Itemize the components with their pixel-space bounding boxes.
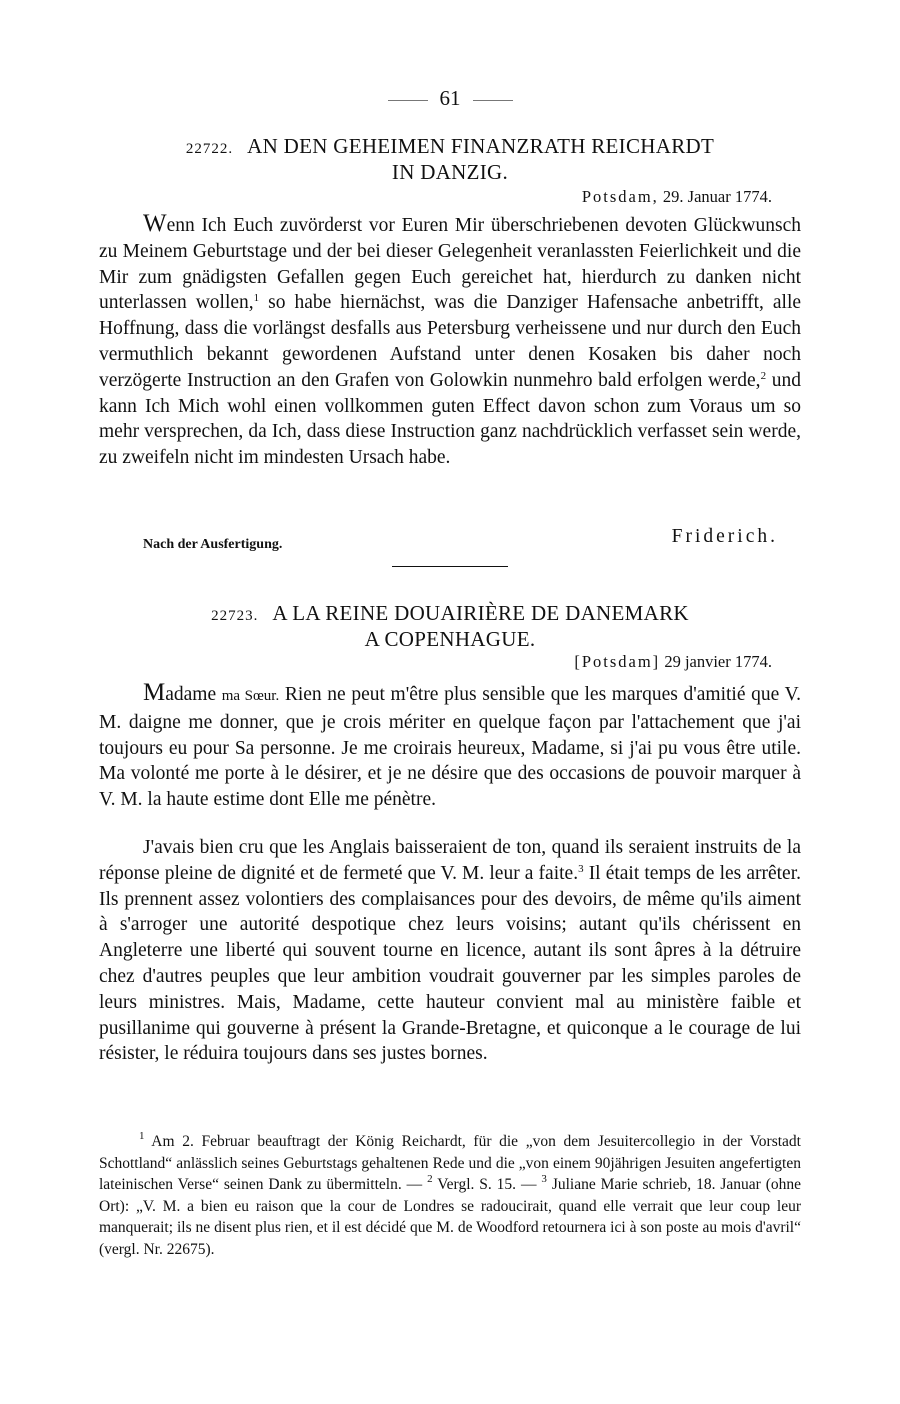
letter2-paragraph-2: [99, 835, 801, 1067]
letter1-date: 29. Januar 1774.: [662, 187, 772, 206]
letter1-number: 22722.: [185, 141, 234, 157]
letter1-body-a: enn Ich Euch zuvörderst vor Euren Mir überschriebenen devoten Glückwunsch zu Meinem Geburtstage und der bei dieser Gelegenheit veranlassten Feierlichkeit und die Mir zum gnädigsten Gefallen gegen Euch gereichet hat, hierdurch zu danken nicht unterlassen wollen,: [99, 215, 801, 314]
footnote-ref-3: 3: [578, 862, 584, 875]
letter2-title-line1: A LA REINE DOUAIRIÈRE DE DANEMARK: [272, 601, 689, 625]
footnote-2: Vergl. S. 15. —: [437, 1176, 537, 1194]
letter2-place: [Potsdam]: [574, 652, 661, 671]
footnote-marker-1: 1: [139, 1130, 145, 1142]
section-divider: [392, 566, 508, 567]
letter1-title-line2: IN DANZIG.: [391, 160, 509, 184]
page-number-rule-left: [388, 100, 428, 101]
letter1-dateline: [582, 187, 772, 207]
letter2-date: 29 janvier 1774.: [664, 652, 772, 671]
letter1-place: Potsdam,: [581, 187, 659, 206]
letter2-dateline: [574, 652, 772, 672]
page-number: [0, 86, 900, 111]
letter2-paragraph-2-b: Il était temps de les arrêter. Ils prennent assez volontiers des complaisances pour des devoirs, de même qu'ils aiment à s'arroger une autorité despotique chez leurs voisins; autant qu'ils chérissent en Angleterre une liberté qui souvent tourne en licence, autant ils sont âpres à la détruire chez d'autres peuples que leur ambition voudrait gouverner par les simples paroles de leurs ministres. Mais, Madame, cette hauteur convient mal au ministère faible et pusillanime qui gouverne à présent la Grande-Bretagne, et quiconque a le courage de lui résister, le réduira toujours dans ses justes bornes.: [99, 862, 801, 1065]
page-number-rule-right: [473, 100, 513, 101]
letter2-number: 22723.: [211, 608, 259, 624]
letter2-paragraph-1: [99, 680, 801, 813]
footnote-marker-2: 2: [427, 1173, 433, 1186]
letter1-initial: W: [143, 210, 167, 237]
letter2-paragraph-1-text: Rien ne peut m'être plus sensible que les marques d'amitié que V. M. daigne me donner, que je crois mériter en quelque façon par l'attachement que j'ai toujours eu pour Sa personne. Je me croirais heureux, Madame, si j'ai pu vous être utile. Ma volonté me porte à le désirer, et je ne désire que des occasions de pouvoir marquer à V. M. la haute estime dont Elle me pénètre.: [99, 684, 802, 811]
footnotes: [99, 1131, 801, 1261]
letter1-title-line1: AN DEN GEHEIMEN FINANZRATH REICHARDT: [247, 134, 715, 158]
footnote-marker-3: 3: [541, 1173, 547, 1186]
letter2-heading: [0, 601, 900, 626]
letter1-body-c: und kann Ich Mich wohl einen vollkommen guten Effect davon schon zum Voraus um so mehr versprechen, da Ich, dass diese Instruction ganz nachdrücklich verfasset sein werde, zu zweifeln nicht im mindesten Ursach habe.: [99, 369, 801, 469]
letter1-source: Nach der Ausfertigung.: [143, 537, 283, 552]
letter1-signature: Friderich.: [671, 526, 778, 547]
footnote-ref-1: 1: [253, 292, 260, 305]
letter2-salutation-rest: adame: [165, 684, 217, 705]
letter1-heading: [0, 134, 900, 159]
letter2-initial: M: [143, 679, 166, 706]
letter2-title-line2: A COPENHAGUE.: [364, 627, 536, 651]
page-number-text: 61: [439, 86, 461, 110]
letter1-body: [99, 211, 801, 471]
footnote-3: Juliane Marie schrieb, 18. Januar (ohne Ort): „V. M. a bien eu raison que la cour de Londres se radoucirait, quand elle verrait que leur coup leur manquerait; ils ne disent plus rien, et il est décidé que M. de Woodford retournera ici à son poste au mois d'avril“ (vergl. Nr. 22675).: [99, 1176, 802, 1258]
letter2-salutation-sc: ma Sœur.: [221, 688, 280, 704]
footnote-ref-2: 2: [760, 369, 767, 382]
letter1-body-b: so habe hiernächst, was die Danziger Hafensache anbetrifft, alle Hoffnung, dass die vorlängst desfalls aus Petersburg verheissene und nur durch den Euch vermuthlich bekannt gewordenen Aufstand unter denen Kosaken bis daher noch verzögerte Instruction an den Grafen von Golowkin nunmehro bald erfolgen werde,: [99, 292, 802, 391]
footnote-1: Am 2. Februar beauftragt der König Reichardt, für die „von dem Jesuitercollegio in der Vorstadt Schottland“ anlässlich seines Geburtstags gehaltenen Rede und die „von einem 90jährigen Jesuiten angefertigten lateinischen Verse“ seinen Dank zu übermitteln. —: [99, 1133, 801, 1194]
letter2-paragraph-2-a: J'avais bien cru que les Anglais baisseraient de ton, quand ils seraient instruits de la réponse pleine de dignité et de fermeté que V. M. leur a faite.: [99, 837, 801, 884]
